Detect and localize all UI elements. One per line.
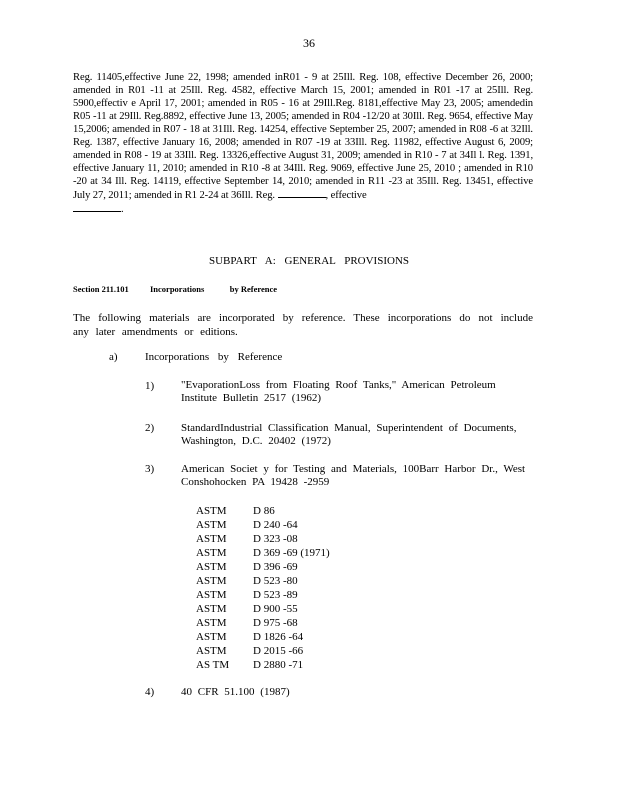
astm-org: ASTM <box>196 575 227 587</box>
history-note <box>73 71 533 216</box>
astm-org: ASTM <box>196 589 227 601</box>
subpart-title: SUBPART A: GENERAL PROVISIONS <box>209 255 409 267</box>
astm-org: ASTM <box>196 631 227 643</box>
astm-row <box>196 630 330 644</box>
astm-row <box>196 602 330 616</box>
astm-code: D 86 <box>253 505 275 517</box>
subsection-a-title: Incorporations by Reference <box>145 351 283 363</box>
item-4-label: 4) <box>145 686 155 698</box>
page-number: 36 <box>303 36 315 50</box>
astm-org: AS TM <box>196 659 230 671</box>
astm-org: ASTM <box>196 519 227 531</box>
astm-code: D 323 -08 <box>253 533 298 545</box>
section-title-part1: Incorporations <box>149 284 205 294</box>
astm-row <box>196 546 330 560</box>
item-3-text <box>181 463 525 489</box>
astm-code: D 523 -80 <box>253 575 298 587</box>
astm-row <box>196 560 330 574</box>
astm-row <box>196 588 330 602</box>
subsection-a-label: a) <box>109 351 118 363</box>
astm-row <box>196 574 330 588</box>
astm-org: ASTM <box>196 617 227 629</box>
section-number: Section 211.101 <box>73 284 129 294</box>
item-1-line1: "EvaporationLoss from Floating Roof Tanks," American Petroleum <box>181 379 496 391</box>
section-title-part2: by Reference <box>229 284 278 294</box>
item-3-line1: American Societ y for Testing and Materials, 100Barr Harbor Dr., West <box>181 463 526 475</box>
item-3-line2: Conshohocken PA 19428 -2959 <box>181 476 330 488</box>
astm-org: ASTM <box>196 533 227 545</box>
astm-row <box>196 644 330 658</box>
item-4-line1: 40 CFR 51.100 (1987) <box>181 686 290 698</box>
history-text: Reg. 11405,effective June 22, 1998; amended inR01 - 9 at 25Ill. Reg. 108, effective December 26, 2000; amended in R01 -11 at 25Ill. Reg. 4582, effective March 15, 2001; amended in R01 -17 at 25Ill. Reg. 5900,effectiv e April 17, 2001; amended in R05 - 16 at 29Ill.Reg. 8181,effective May 23, 2005; amendedin R05 -11 at 29Ill. Reg.8892, effective June 13, 2005; amended in R04 -12/20 at 30Ill. Reg. 9654, effective May 15,2006; amended in R07 - 18 at 31Ill. Reg. 14254, effective September 25, 2007; amended in R08 -6 at 32Ill. Reg. 1387, effective January 16, 2008; amended in R07 -19 at 33Ill. Reg. 11982, effective August 6, 2009; amended in R08 - 19 at 33Ill. Reg. 13326,effective August 31, 2009; amended in R10 - 7 at 34Il l. Reg. 1391, effective January 11, 2010; amended in R10 -8 at 34Ill. Reg. 9069, effective June 25, 2010 ; amended in R10 -20 at 34 Ill. Reg. 14119, effective September 14, 2010; amended in R11 -23 at 35Ill. Reg. 13451, effective July 27, 2011; amended in R1 2-24 at 36Ill. Reg. <box>73 72 533 201</box>
astm-org: ASTM <box>196 645 227 657</box>
item-4-text <box>181 686 290 699</box>
astm-code: D 2880 -71 <box>253 659 304 671</box>
astm-row <box>196 504 330 518</box>
astm-code: D 900 -55 <box>253 603 298 615</box>
astm-code: D 975 -68 <box>253 617 298 629</box>
astm-org: ASTM <box>196 547 227 559</box>
item-1-label: 1) <box>145 380 155 392</box>
item-2-label: 2) <box>145 422 155 434</box>
astm-row <box>196 518 330 532</box>
astm-row <box>196 532 330 546</box>
astm-standards-list <box>196 504 330 672</box>
astm-code: D 1826 -64 <box>253 631 304 643</box>
register-page-blank <box>278 188 326 198</box>
item-2-line1: StandardIndustrial Classification Manual, Superintendent of Documents, <box>181 422 517 434</box>
astm-code: D 523 -89 <box>253 589 298 601</box>
astm-org: ASTM <box>196 603 227 615</box>
astm-org: ASTM <box>196 505 227 517</box>
astm-code: D 240 -64 <box>253 519 298 531</box>
history-effective-label: , effective <box>325 190 367 201</box>
item-2-text <box>181 422 516 448</box>
item-1-text <box>181 379 496 405</box>
section-heading <box>73 284 277 294</box>
item-2-line2: Washington, D.C. 20402 (1972) <box>181 435 331 447</box>
history-end-mark: . <box>121 204 124 215</box>
astm-row <box>196 616 330 630</box>
item-1-line2: Institute Bulletin 2517 (1962) <box>181 392 322 404</box>
astm-row <box>196 658 330 672</box>
astm-code: D 396 -69 <box>253 561 298 573</box>
item-3-label: 3) <box>145 463 155 475</box>
intro-paragraph: The following materials are incorporated by reference. These incorporations do not include any later amendments or editions. <box>73 312 533 338</box>
effective-date-blank <box>73 202 121 212</box>
astm-code: D 2015 -66 <box>253 645 304 657</box>
astm-org: ASTM <box>196 561 227 573</box>
astm-code: D 369 -69 (1971) <box>253 547 330 559</box>
